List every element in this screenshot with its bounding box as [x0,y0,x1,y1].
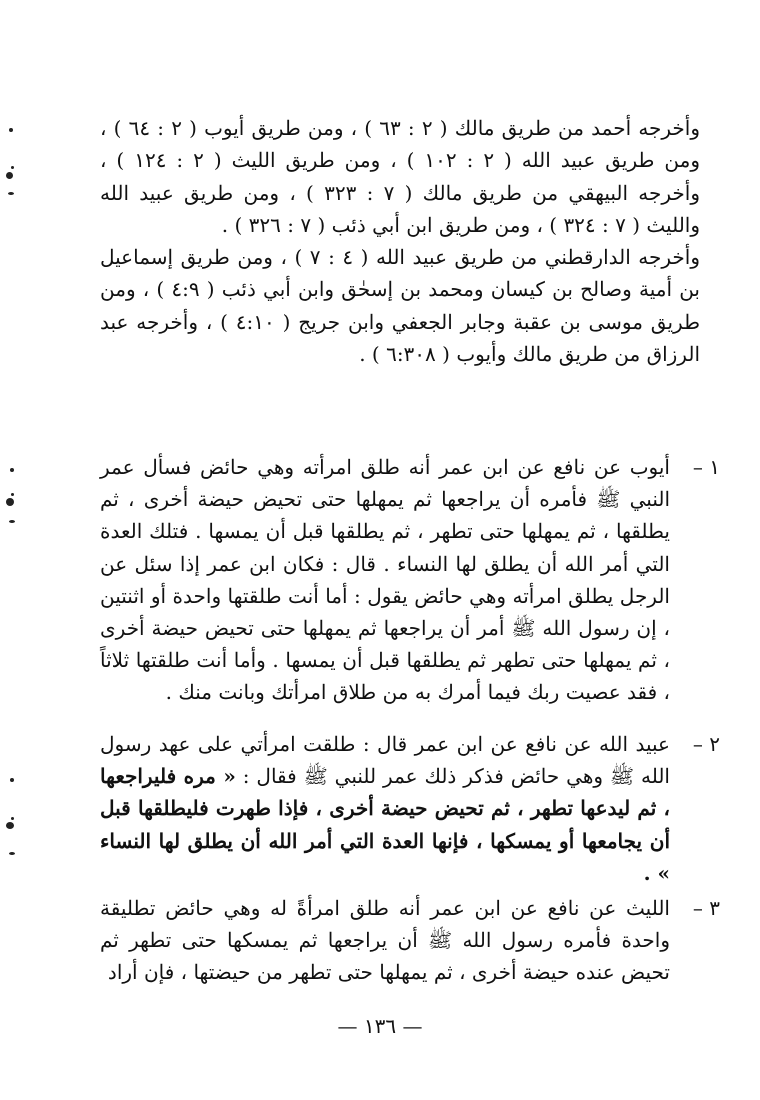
hadith-entry [100,451,720,709]
entry-number: ١ – [692,455,720,479]
entry-text: أيوب عن نافع عن ابن عمر أنه طلق امرأته وهي حائض فسأل عمر النبي ﷺ فأمره أن يراجعها ثم يمهلها حتى تحيض حيضة أخرى ، ثم يطلقها ، ثم يمهلها حتى تطهر ، ثم يطلقها قبل أن يمسها . فتلك العدة التي أمر الله أن يطلق لها النساء . قال : فكان ابن عمر إذا سئل عن الرجل يطلق امرأته وهي حائض يقول : أما أنت طلقتها واحدة أو اثنتين ، إن رسول الله ﷺ أمر أن يراجعها ثم يمهلها حتى تحيض حيضة أخرى ، ثم يمهلها حتى تطهر ثم يطلقها قبل أن يمسها . وأما أنت طلقتها ثلاثاً ، فقد عصيت ربك فيما أمرك به من طلاق امرأتك وبانت منك . [100,455,670,705]
entry-number: ٢ – [692,732,720,756]
entry-text: الليث عن نافع عن ابن عمر أنه طلق امرأةً له وهي حائض تطليقة واحدة فأمره رسول الله ﷺ أن يراجعها ثم يمسكها حتى تطهر ثم تحيض عنده حيضة أخرى ، ثم يمهلها حتى تطهر من حيضتها ، فإن أراد [100,896,670,985]
narration-text: عبيد الله عن نافع عن ابن عمر قال : طلقت امرأتي على عهد رسول الله ﷺ وهي حائض فذكر ذلك عمر للنبي ﷺ فقال : [100,732,670,789]
reference-paragraph: وأخرجه الدارقطني من طريق عبيد الله ( ٤ : ٧ ) ، ومن طريق إسماعيل بن أمية وصالح بن كيسان ومحمد بن إسحٰق وابن أبي ذئب ( ٤:٩ ) ، ومن طريق موسى بن عقبة وجابر الجعفي وابن جريج ( ٤:١٠ ) ، وأخرجه عبد الرزاق من طريق مالك وأيوب ( ٦:٣٠٨ ) . [100,245,700,367]
hadith-entry [100,728,720,889]
entry-text [100,728,670,889]
prophetic-quote: « مره فليراجعها ، ثم ليدعها تطهر ، ثم تحيض حيضة أخرى ، فإذا طهرت فليطلقها قبل أن يجامعها أو يمسكها ، فإنها العدة التي أمر الله أن يطلق لها النساء » . [100,764,670,885]
margin-mark [0,460,40,570]
reference-paragraph: وأخرجه أحمد من طريق مالك ( ٢ : ٦٣ ) ، ومن طريق أيوب ( ٢ : ٦٤ ) ، ومن طريق عبيد الله ( ٢ : ١٠٢ ) ، ومن طريق الليث ( ٢ : ١٢٤ ) ، وأخرجه البيهقي من طريق مالك ( ٧ : ٣٢٣ ) ، ومن طريق عبيد الله والليث ( ٧ : ٣٢٤ ) ، ومن طريق ابن أبي ذئب ( ٧ : ٣٢٦ ) . [100,116,701,237]
page-number: — ١٣٦ — [337,1014,423,1038]
margin-mark [0,120,40,230]
margin-mark [0,770,40,880]
hadith-entry [100,892,720,989]
entry-number: ٣ – [692,896,720,920]
source-references [100,112,700,370]
